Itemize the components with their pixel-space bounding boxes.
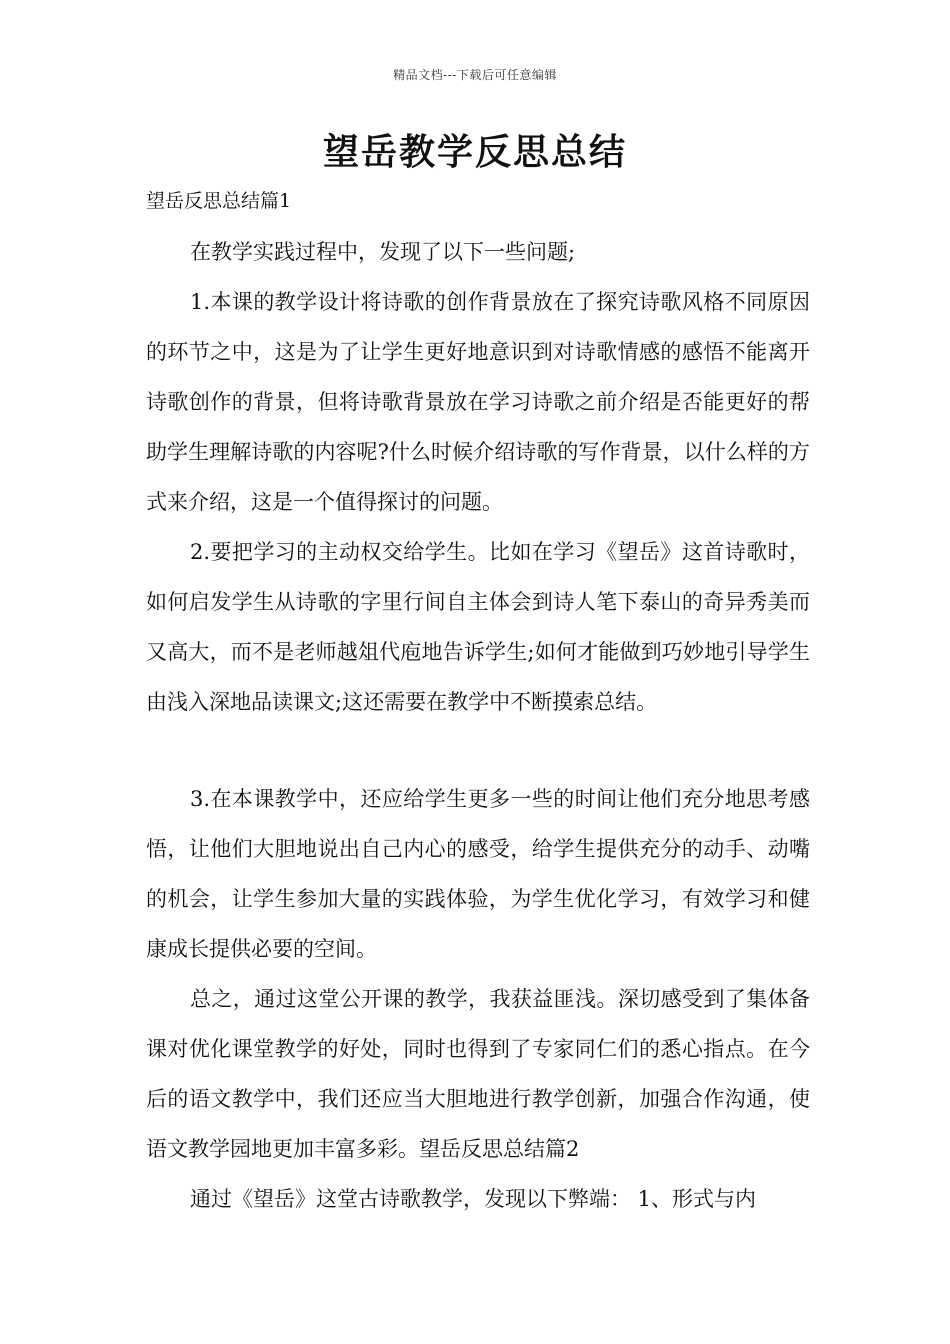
paragraph-item-1: 1.本课的教学设计将诗歌的创作背景放在了探究诗歌风格不同原因的环节之中，这是为了让学生更好地意识到对诗歌情感的感悟不能离开诗歌创作的背景，但将诗歌背景放在学习诗歌之前介绍是否能更好的帮助学生理解诗歌的内容呢?什么时候介绍诗歌的写作背景，以什么样的方式来介绍，这是一个值得探讨的问题。: [146, 290, 810, 514]
paragraph-item-2: 2.要把学习的主动权交给学生。比如在学习《望岳》这首诗歌时，如何启发学生从诗歌的字里行间自主体会到诗人笔下泰山的奇异秀美而又高大，而不是老师越俎代庖地告诉学生;如何才能做到巧妙地引导学生由浅入深地品读课文;这还需要在教学中不断摸索总结。: [146, 540, 810, 714]
paragraph-summary: 总之，通过这堂公开课的教学，我获益匪浅。深切感受到了集体备课对优化课堂教学的好处，同时也得到了专家同仁们的悉心指点。在今后的语文教学中，我们还应当大胆地进行教学创新，加强合作沟通，使语文教学园地更加丰富多彩。望岳反思总结篇2: [146, 987, 810, 1161]
paragraph-item-3: 3.在本课教学中，还应给学生更多一些的时间让他们充分地思考感悟，让他们大胆地说出自己内心的感受，给学生提供充分的动手、动嘴的机会，让学生参加大量的实践体验，为学生优化学习，有效学习和健康成长提供必要的空间。: [146, 787, 810, 961]
section-heading: 望岳反思总结篇1: [146, 190, 292, 212]
document-title: 望岳教学反思总结: [322, 131, 627, 173]
page-header-note: 精品文档---下载后可任意编辑: [393, 68, 557, 82]
paragraph-next-section: 通过《望岳》这堂古诗歌教学，发现以下弊端： 1、形式与内: [190, 1187, 757, 1211]
paragraph-intro: 在教学实践过程中，发现了以下一些问题;: [190, 240, 576, 264]
